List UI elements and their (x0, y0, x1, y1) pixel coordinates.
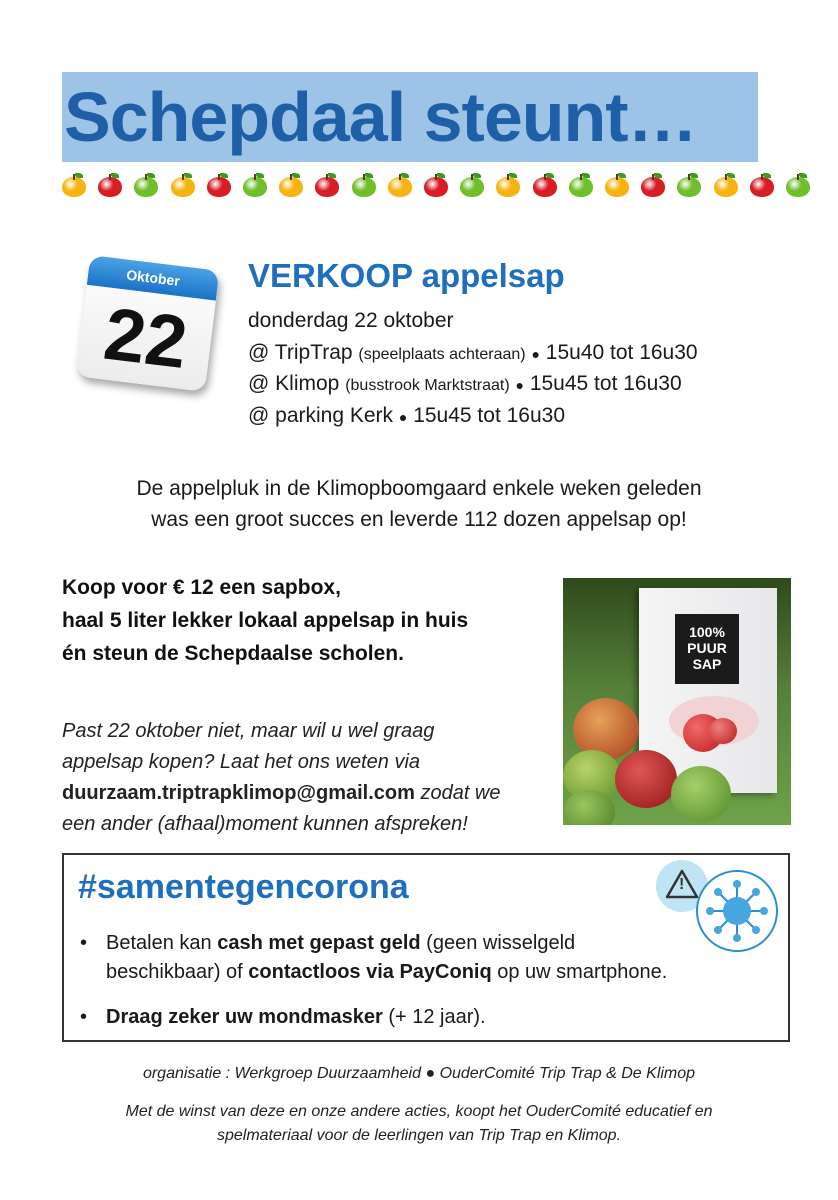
bullet-dot: ● (515, 377, 524, 393)
location-parking-kerk (248, 404, 565, 428)
green-apple-icon (243, 174, 267, 196)
corona-bullet-2 (80, 1006, 87, 1029)
alt-line-2: appelsap kopen? Laat het ons weten via (62, 751, 421, 773)
alt-line-3-rest: zodat we (414, 782, 501, 804)
yellow-apple-icon (388, 174, 412, 196)
red-apple-icon (315, 174, 339, 196)
location-name: @ TripTrap (248, 341, 353, 364)
text-bold: contactloos via PayConiq (248, 961, 492, 983)
bullet-dot: ● (398, 409, 408, 425)
yellow-apple-icon (496, 174, 520, 196)
text: (+ 12 jaar). (382, 1006, 486, 1028)
text: beschikbaar) of (106, 961, 249, 983)
offer-line-1: Koop voor € 12 een sapbox, (62, 576, 341, 599)
offer-line-2: haal 5 liter lekker lokaal appelsap in huis (62, 609, 469, 632)
footer-line-2: spelmateriaal voor de leerlingen van Trip Trap en Klimop. (216, 1127, 622, 1144)
text: (geen wisselgeld (420, 932, 576, 954)
corona-bullet-2-line (106, 1006, 486, 1029)
text: op uw smartphone. (491, 961, 668, 983)
red-apple-icon (533, 174, 557, 196)
corona-bullet-1-line-2 (106, 961, 667, 984)
intro-line-2: was een groot succes en leverde 112 dozen appelsap op! (151, 508, 687, 531)
corona-bullet-1-line-1 (106, 932, 575, 955)
juice-box-label: 100% PUUR SAP (675, 614, 739, 684)
green-apple-icon (786, 174, 810, 196)
email-address[interactable]: duurzaam.triptrapklimop@gmail.com (62, 782, 415, 804)
location-triptrap (248, 341, 698, 365)
text-bold: Draag zeker uw mondmasker (106, 1006, 383, 1028)
yellow-apple-icon (62, 174, 86, 196)
green-apple-icon (460, 174, 484, 196)
yellow-apple-icon (171, 174, 195, 196)
location-name: @ parking Kerk (248, 404, 394, 427)
apple-decoration-row (62, 168, 816, 200)
intro-line-1: De appelpluk in de Klimopboomgaard enkele weken geleden (136, 477, 702, 500)
location-time: 15u45 tot 16u30 (529, 372, 682, 395)
green-apple-icon (352, 174, 376, 196)
page-title: Schepdaal steunt… (64, 78, 697, 156)
calendar-icon (75, 255, 230, 401)
virus-icon (696, 870, 778, 952)
warning-mark: ! (679, 876, 685, 893)
apple-image (671, 766, 731, 822)
bullet-dot: • (80, 932, 88, 954)
yellow-apple-icon (714, 174, 738, 196)
location-name: @ Klimop (248, 372, 340, 395)
corona-heading: #samentegencorona (78, 868, 409, 906)
location-time: 15u45 tot 16u30 (413, 404, 566, 427)
text-bold: cash met gepast geld (217, 932, 421, 954)
apple-image (709, 718, 737, 744)
location-klimop (248, 372, 682, 396)
bullet-dot: ● (531, 346, 540, 362)
footer-line-1: Met de winst van deze en onze andere acties, koopt het OuderComité educatief en (125, 1103, 713, 1120)
green-apple-icon (134, 174, 158, 196)
sale-heading: VERKOOP appelsap (248, 257, 565, 294)
offer-line-3: én steun de Schepdaalse scholen. (62, 642, 404, 665)
alt-line-4: een ander (afhaal)moment kunnen afspreken! (62, 813, 468, 835)
corona-bullet-1 (80, 932, 87, 955)
red-apple-icon (641, 174, 665, 196)
red-apple-icon (424, 174, 448, 196)
yellow-apple-icon (279, 174, 303, 196)
location-note: (speelplaats achteraan) (358, 346, 526, 363)
bullet-dot: • (80, 1006, 88, 1028)
red-apple-icon (750, 174, 774, 196)
apple-juice-photo (563, 578, 791, 825)
calendar-month: Oktober (87, 255, 220, 301)
alt-line-1: Past 22 oktober niet, maar wil u wel graag (62, 720, 435, 742)
footer-organisation: organisatie : Werkgroep Duurzaamheid ● OuderComité Trip Trap & De Klimop (142, 1065, 696, 1082)
text: Betalen kan (106, 932, 218, 954)
yellow-apple-icon (605, 174, 629, 196)
red-apple-icon (207, 174, 231, 196)
green-apple-icon (569, 174, 593, 196)
alt-line-3 (62, 782, 501, 805)
sale-date: donderdag 22 oktober (248, 309, 454, 332)
green-apple-icon (677, 174, 701, 196)
apple-image (615, 750, 677, 808)
red-apple-icon (98, 174, 122, 196)
location-note: (busstrook Marktstraat) (345, 377, 510, 394)
location-time: 15u40 tot 16u30 (545, 341, 698, 364)
calendar-day: 22 (99, 291, 192, 385)
